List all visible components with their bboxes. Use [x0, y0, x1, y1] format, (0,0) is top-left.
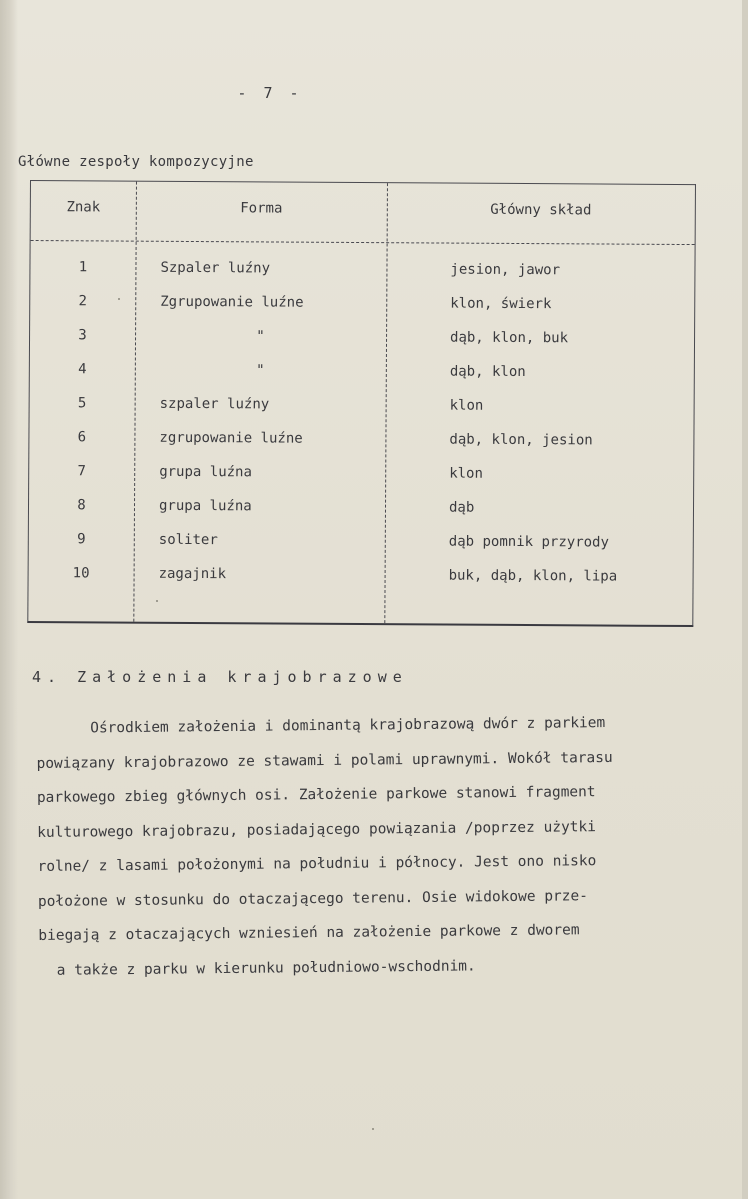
paragraph-line: parkowego zbieg głównych osi. Założenie parkowe stanowi fragment — [36, 784, 596, 806]
table-row — [28, 565, 692, 603]
table-row — [30, 361, 694, 399]
table-row — [29, 497, 693, 535]
cell-znak: 8 — [77, 497, 86, 514]
section-heading: 4. Założenia krajobrazowe — [32, 668, 408, 686]
cell-forma: zagajnik — [158, 565, 227, 583]
cell-sklad: buk, dąb, klon, lipa — [448, 567, 618, 585]
table-row — [29, 395, 693, 433]
cell-znak: 6 — [77, 429, 87, 446]
cell-sklad: klon, świerk — [450, 295, 552, 313]
paper-left-edge — [0, 0, 18, 1199]
cell-znak: 3 — [78, 327, 87, 344]
header-divider — [31, 240, 695, 245]
cell-sklad: dąb pomnik przyrody — [448, 533, 610, 551]
paragraph-line: powiązany krajobrazowo ze stawami i polami uprawnymi. Wokół tarasu — [36, 749, 613, 772]
paragraph-line: biegają z otaczających wzniesień na założenie parkowe z dworem — [38, 922, 580, 944]
table-row — [29, 463, 693, 501]
page-number: - 7 - — [237, 84, 303, 102]
paper-speck — [118, 298, 120, 300]
header-forma: Forma — [240, 200, 283, 217]
table-row — [30, 327, 694, 365]
cell-sklad: dąb, klon — [449, 363, 526, 381]
cell-forma-ditto: " — [256, 328, 265, 345]
paragraph-line: położone w stosunku do otaczającego terenu. Osie widokowe prze- — [37, 887, 589, 910]
cell-sklad: klon — [449, 465, 483, 482]
header-znak: Znak — [66, 199, 101, 216]
cell-forma: grupa luźna — [159, 463, 252, 481]
cell-forma: szpaler luźny — [159, 395, 270, 413]
table-row — [29, 531, 693, 569]
paragraph-line: rolne/ z lasami położonymi na południu i północy. Jest ono nisko — [37, 853, 597, 875]
header-sklad: Główny skład — [490, 201, 592, 219]
cell-forma: soliter — [158, 531, 218, 549]
table-row — [30, 259, 694, 297]
cell-forma: grupa luźna — [158, 497, 252, 515]
cell-znak: 7 — [77, 463, 86, 480]
cell-sklad: klon — [449, 397, 484, 414]
body-paragraph — [36, 705, 729, 988]
paragraph-line: kulturowego krajobrazu, posiadającego powiązania /poprzez użytki — [37, 818, 597, 841]
cell-znak: 5 — [77, 395, 87, 412]
paper-speck — [372, 1128, 374, 1130]
composition-table — [27, 180, 696, 627]
paragraph-line: a także z parku w kierunku południowo-wschodnim. — [56, 957, 476, 979]
cell-forma: Szpaler luźny — [160, 259, 271, 277]
cell-forma-ditto: " — [256, 362, 265, 379]
cell-znak: 9 — [77, 531, 86, 548]
paper-right-edge — [742, 0, 748, 1199]
table-row — [29, 429, 693, 467]
paper-speck — [156, 600, 158, 602]
cell-znak: 4 — [78, 361, 87, 378]
table-title: Główne zespoły kompozycyjne — [18, 154, 254, 170]
cell-znak: 1 — [78, 259, 88, 276]
cell-sklad: dąb — [448, 499, 475, 516]
cell-znak: 10 — [72, 565, 90, 582]
cell-sklad: dąb, klon, jesion — [449, 431, 593, 449]
table-row — [30, 293, 694, 331]
cell-sklad: dąb, klon, buk — [449, 329, 569, 347]
cell-forma: Zgrupowanie luźne — [160, 293, 304, 311]
cell-sklad: jesion, jawor — [450, 261, 561, 279]
paragraph-line: Ośrodkiem założenia i dominantą krajobrazową dwór z parkiem — [90, 715, 606, 737]
cell-forma: zgrupowanie luźne — [159, 429, 303, 447]
cell-znak: 2 — [78, 293, 88, 310]
